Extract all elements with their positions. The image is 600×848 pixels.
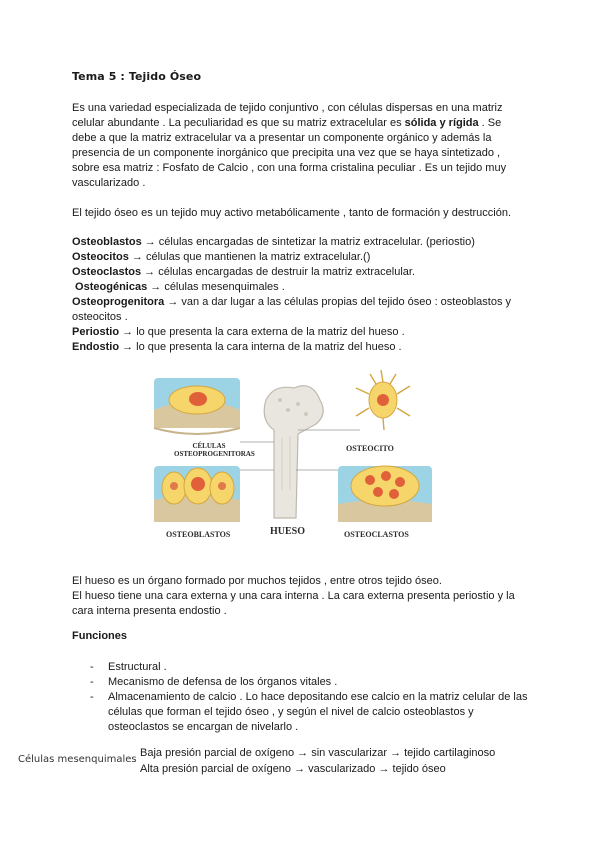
osteocyte-drawing — [356, 370, 410, 430]
definition-list — [72, 235, 532, 355]
functions-heading: Funciones — [72, 630, 128, 642]
function-text: Almacenamiento de calcio . Lo hace depositando ese calcio en la matriz celular de las células que forman el tejido óseo , y según el nivel de calcio osteoblastos y osteoclastos se encargan de nivelarlo . — [108, 691, 528, 733]
definition-item — [72, 310, 532, 325]
intro-line: presencia de un componente inorgánico que precipita una vez que se haya sintetizado , — [72, 147, 501, 159]
osteoprogenitor-panel — [154, 378, 240, 434]
definition-item — [72, 325, 532, 340]
organ-line: cara interna presenta endostio . — [72, 605, 227, 617]
intro-line: vascularizado . — [72, 177, 146, 189]
definition-term: Osteoprogenitora — [72, 296, 165, 308]
mesenquimal-label: Células mesenquimales — [18, 754, 137, 765]
high-oxygen-line: Alta presión parcial de oxígeno → vascularizado → tejido óseo — [140, 763, 446, 775]
definition-text: → lo que presenta la cara externa de la matriz del hueso . — [119, 326, 405, 338]
definition-text: → células mesenquimales . — [147, 281, 285, 293]
organ-paragraph — [72, 574, 542, 619]
definition-text: → células que mantienen la matriz extracelular.() — [128, 251, 371, 263]
function-item — [90, 690, 530, 735]
definition-text: → lo que presenta la cara interna de la matriz del hueso . — [119, 341, 402, 353]
definition-term: Osteogénicas — [72, 281, 148, 293]
definition-item — [72, 265, 532, 280]
intro-paragraph — [72, 101, 524, 191]
osteoprogenitor-label — [174, 442, 255, 458]
function-text: Estructural . — [108, 661, 167, 673]
organ-line: El hueso es un órgano formado por muchos tejidos , entre otros tejido óseo. — [72, 575, 442, 587]
functions-list — [90, 660, 530, 735]
organ-line: El hueso tiene una cara externa y una cara interna . La cara externa presenta periostio y la — [72, 590, 515, 602]
definition-item — [72, 340, 532, 355]
activity-paragraph: El tejido óseo es un tejido muy activo metabólicamente , tanto de formación y destrucción. — [72, 207, 512, 219]
osteocyte-label: OSTEOCITO — [346, 444, 394, 453]
bone-cells-figure — [148, 370, 438, 552]
function-text: Mecanismo de defensa de los órganos vitales . — [108, 676, 338, 688]
definition-term: Osteoblastos — [72, 236, 142, 248]
document-title: Tema 5 : Tejido Óseo — [72, 70, 202, 83]
osteoblast-label: OSTEOBLASTOS — [166, 530, 231, 539]
low-oxygen-line: Baja presión parcial de oxígeno → sin vascularizar → tejido cartilaginoso — [140, 747, 496, 759]
function-item — [90, 675, 530, 690]
definition-text: osteocitos . — [72, 311, 128, 323]
definition-term: Osteocitos — [72, 251, 129, 263]
list-dash: - — [90, 691, 94, 703]
intro-line: debe a que la matriz extracelular va a presentar un componente orgánico y además la — [72, 132, 492, 144]
intro-line — [72, 116, 524, 131]
intro-line: sobre esa matriz : Fosfato de Calcio , con una forma cristalina peculiar . Es un tejido muy — [72, 162, 507, 174]
bone-cells-illustration — [148, 370, 438, 552]
list-dash: - — [90, 661, 94, 673]
list-dash: - — [90, 676, 94, 688]
definition-term: Osteoclastos — [72, 266, 142, 278]
definition-term: Endostio — [72, 341, 120, 353]
intro-text: celular abundante . La peculiaridad es que su matriz extracelular es — [72, 117, 405, 129]
definition-item — [72, 295, 532, 310]
definition-item — [72, 250, 532, 265]
function-item — [90, 660, 530, 675]
bone-drawing — [264, 386, 323, 518]
definition-item — [72, 235, 532, 250]
connector-lines — [240, 430, 360, 470]
intro-text: . Se — [478, 117, 502, 129]
definition-item — [72, 280, 532, 295]
definition-text: → células encargadas de destruir la matriz extracelular. — [141, 266, 415, 278]
definition-text: → van a dar lugar a las células propias del tejido óseo : osteoblastos y — [164, 296, 511, 308]
definition-text: → células encargadas de sintetizar la matriz extracelular. (periostio) — [141, 236, 475, 248]
label-line: OSTEOPROGENITORAS — [174, 450, 255, 458]
intro-emphasis: sólida y rígida — [404, 117, 479, 129]
definition-term: Periostio — [72, 326, 120, 338]
osteoclast-label: OSTEOCLASTOS — [344, 530, 409, 539]
osteoclast-panel — [338, 466, 432, 522]
label-line: CÉLULAS — [192, 442, 226, 450]
intro-line: Es una variedad especializada de tejido conjuntivo , con células dispersas en una matriz — [72, 102, 503, 114]
osteoblast-panel — [154, 466, 240, 522]
bone-label: HUESO — [270, 526, 306, 537]
